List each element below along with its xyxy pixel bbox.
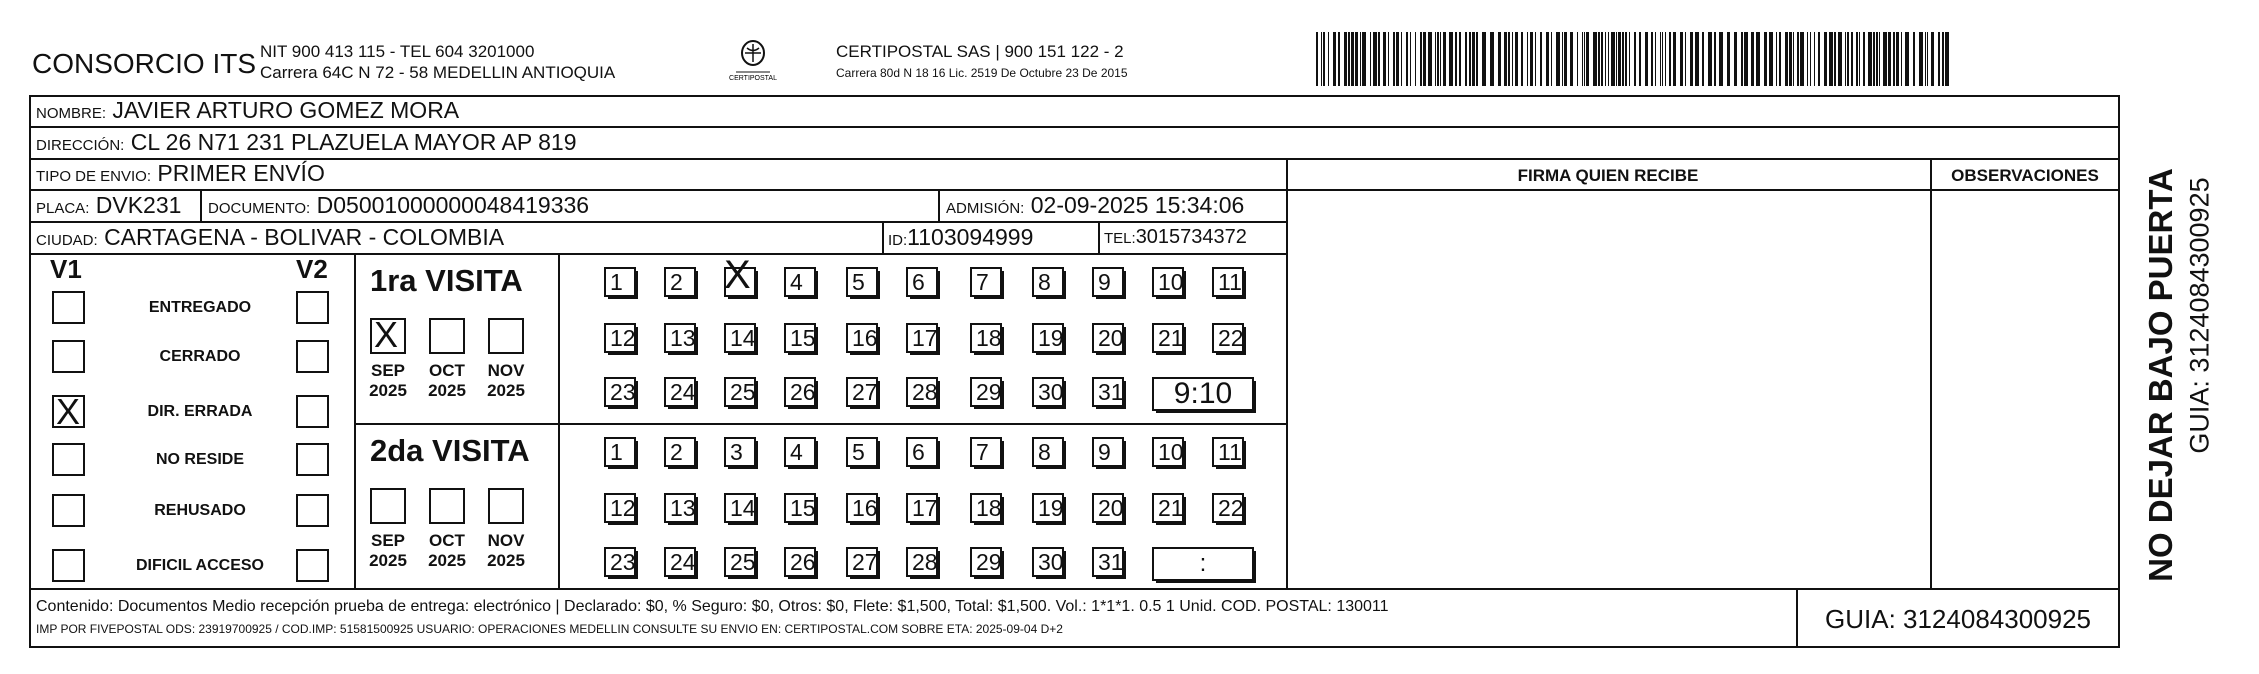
visit-title: 2da VISITA [370,433,530,468]
side-guia: GUIA: 3124084300925 [2184,177,2215,454]
day-box[interactable]: 17 [906,323,938,353]
day-box[interactable]: 5 [846,437,878,467]
status-label: DIR. ERRADA [147,403,253,420]
visit-time-box[interactable]: : [1152,547,1254,581]
tel-row [1104,226,1247,249]
day-box[interactable]: 18 [970,323,1002,353]
month-label: OCT 2025 [428,361,466,400]
footer-imp: IMP POR FIVEPOSTAL ODS: 23919700925 / COD.IMP: 51581500925 USUARIO: OPERACIONES MEDELLIN CONSULTE SU ENVIO EN: CERTIPOSTAL.COM SOBRE ETA: 2025-09-04 D+2 [36,622,1063,636]
tel-value: 3015734372 [1135,226,1247,248]
ciudad-row [36,224,504,251]
ciudad-label: CIUDAD: [36,232,98,249]
certipostal-logo [729,38,777,84]
status-label: CERRADO [159,348,241,365]
tel-label: TEL: [1104,230,1136,247]
v1-checkbox[interactable] [52,291,85,324]
no-dejar-bajo-puerta: NO DEJAR BAJO PUERTA [2142,168,2179,582]
day-box[interactable]: 26 [784,377,816,407]
status-label: DIFICIL ACCESO [135,557,264,574]
day-box[interactable]: 28 [906,377,938,407]
company-nit: NIT 900 413 115 - TEL 604 3201000 [260,42,535,61]
month-label: SEP 2025 [369,531,407,570]
admision-row [946,192,1244,219]
company-address: Carrera 64C N 72 - 58 MEDELLIN ANTIOQUIA [260,63,616,82]
direccion-label: DIRECCIÓN: [36,137,125,154]
day-box[interactable]: 23 [604,377,636,407]
day-check-mark: X [724,253,751,297]
day-box[interactable]: 3 [724,437,756,467]
day-box[interactable]: 13 [664,323,696,353]
observaciones-header: OBSERVACIONES [1951,166,2099,185]
day-box[interactable]: 6 [906,267,938,297]
v1-label: V1 [50,254,82,284]
day-box[interactable]: 24 [664,547,696,577]
day-box[interactable]: 15 [784,493,816,523]
documento-value: D05001000000048419336 [316,192,590,218]
day-box[interactable]: 2 [664,267,696,297]
day-box[interactable]: 16 [846,493,878,523]
day-box[interactable]: 17 [906,493,938,523]
day-box[interactable]: 7 [970,437,1002,467]
day-box[interactable]: 7 [970,267,1002,297]
admision-value: 02-09-2025 15:34:06 [1030,192,1245,218]
v1-checkbox[interactable] [52,549,85,582]
day-box[interactable]: 1 [604,437,636,467]
documento-label: DOCUMENTO: [208,200,311,217]
day-box[interactable]: 23 [604,547,636,577]
day-box[interactable]: 18 [970,493,1002,523]
nombre-label: NOMBRE: [36,105,107,122]
day-box[interactable]: 29 [970,377,1002,407]
id-row [888,224,1033,251]
v2-checkbox[interactable] [296,291,329,324]
day-box[interactable]: 25 [724,547,756,577]
day-box[interactable]: 4 [784,437,816,467]
day-box[interactable]: 31 [1092,547,1124,577]
day-box[interactable]: 2 [664,437,696,467]
day-box[interactable]: 26 [784,547,816,577]
v2-label: V2 [296,254,328,284]
v1-checkbox[interactable] [52,443,85,476]
day-box[interactable]: 14 [724,323,756,353]
day-box[interactable]: 10 [1152,437,1184,467]
day-box[interactable]: 31 [1092,377,1124,407]
v2-checkbox[interactable] [296,549,329,582]
day-box[interactable]: 30 [1032,377,1064,407]
v2-checkbox[interactable] [296,340,329,373]
placa-value: DVK231 [95,192,182,218]
month-checkbox[interactable] [429,318,465,354]
company-name: CONSORCIO ITS [32,48,257,79]
id-value: 1103094999 [907,224,1034,250]
day-box[interactable]: 27 [846,547,878,577]
month-checkbox[interactable] [429,488,465,524]
day-box[interactable]: 24 [664,377,696,407]
day-box[interactable]: 30 [1032,547,1064,577]
day-box[interactable]: 8 [1032,267,1064,297]
tipo-value: PRIMER ENVÍO [157,160,325,186]
day-box[interactable]: 21 [1152,493,1184,523]
day-box[interactable] [724,253,756,297]
day-box[interactable]: 8 [1032,437,1064,467]
day-box[interactable]: 10 [1152,267,1184,297]
month-label: OCT 2025 [428,531,466,570]
day-box[interactable]: 12 [604,493,636,523]
status-label: ENTREGADO [148,299,252,316]
direccion-row [36,129,577,156]
day-box[interactable]: 5 [846,267,878,297]
day-box[interactable]: 22 [1212,493,1244,523]
month-checkbox[interactable] [488,318,524,354]
v2-checkbox[interactable] [296,395,329,428]
tipo-label: TIPO DE ENVIO: [36,168,152,185]
v1-checkbox[interactable] [52,494,85,527]
day-box[interactable]: 20 [1092,493,1124,523]
day-box[interactable]: 19 [1032,493,1064,523]
visit-time-box[interactable]: 9:10 [1152,377,1254,411]
status-label: REHUSADO [154,502,246,519]
day-box[interactable]: 1 [604,267,636,297]
day-box[interactable]: 6 [906,437,938,467]
month-label: NOV 2025 [487,531,525,570]
day-box[interactable]: 14 [724,493,756,523]
month-label: NOV 2025 [487,361,525,400]
footer-guia: GUIA: 3124084300925 [1825,604,2091,634]
nombre-value: JAVIER ARTURO GOMEZ MORA [112,97,460,123]
day-box[interactable]: 19 [1032,323,1064,353]
day-box[interactable]: 27 [846,377,878,407]
documento-row [208,192,589,219]
v2-checkbox[interactable] [296,494,329,527]
month-checkbox[interactable] [370,488,406,524]
day-box[interactable]: 12 [604,323,636,353]
tipo-row [36,160,325,187]
day-box[interactable]: 16 [846,323,878,353]
day-box[interactable]: 4 [784,267,816,297]
month-checkbox[interactable] [370,318,406,354]
day-box[interactable]: 28 [906,547,938,577]
day-box[interactable]: 13 [664,493,696,523]
ciudad-value: CARTAGENA - BOLIVAR - COLOMBIA [104,224,505,250]
admision-label: ADMISIÓN: [946,200,1025,217]
month-checkbox[interactable] [488,488,524,524]
firma-header: FIRMA QUIEN RECIBE [1517,166,1699,185]
day-box[interactable]: 25 [724,377,756,407]
month-label: SEP 2025 [369,361,407,400]
visit-title: 1ra VISITA [370,263,523,298]
v1-checkbox[interactable] [52,340,85,373]
day-box[interactable]: 15 [784,323,816,353]
day-box[interactable]: 9 [1092,267,1124,297]
v2-checkbox[interactable] [296,443,329,476]
placa-row [36,192,181,219]
carrier-address: Carrera 80d N 18 16 Lic. 2519 De Octubre 23 De 2015 [836,66,1128,80]
day-box[interactable]: 11 [1212,267,1244,297]
footer-content: Contenido: Documentos Medio recepción prueba de entrega: electrónico | Declarado: $0, % Seguro: $0, Otros: $0, Flete: $1,500, Total: $1,500. Vol.: 1*1*1. 0.5 1 Unid. COD. POSTAL: 130011 [36,598,1389,615]
id-label: ID: [888,232,908,249]
day-box[interactable]: 9 [1092,437,1124,467]
v1-checkbox[interactable] [52,395,85,428]
direccion-value: CL 26 N71 231 PLAZUELA MAYOR AP 819 [130,129,577,155]
day-box[interactable]: 22 [1212,323,1244,353]
svg-text:CERTIPOSTAL: CERTIPOSTAL [729,75,777,82]
barcode [1316,32,1950,86]
day-box[interactable]: 29 [970,547,1002,577]
day-box[interactable]: 21 [1152,323,1184,353]
placa-label: PLACA: [36,200,90,217]
nombre-row [36,97,459,124]
day-box[interactable]: 20 [1092,323,1124,353]
carrier-name: CERTIPOSTAL SAS | 900 151 122 - 2 [836,42,1124,61]
day-box[interactable]: 11 [1212,437,1244,467]
status-label: NO RESIDE [155,451,244,468]
